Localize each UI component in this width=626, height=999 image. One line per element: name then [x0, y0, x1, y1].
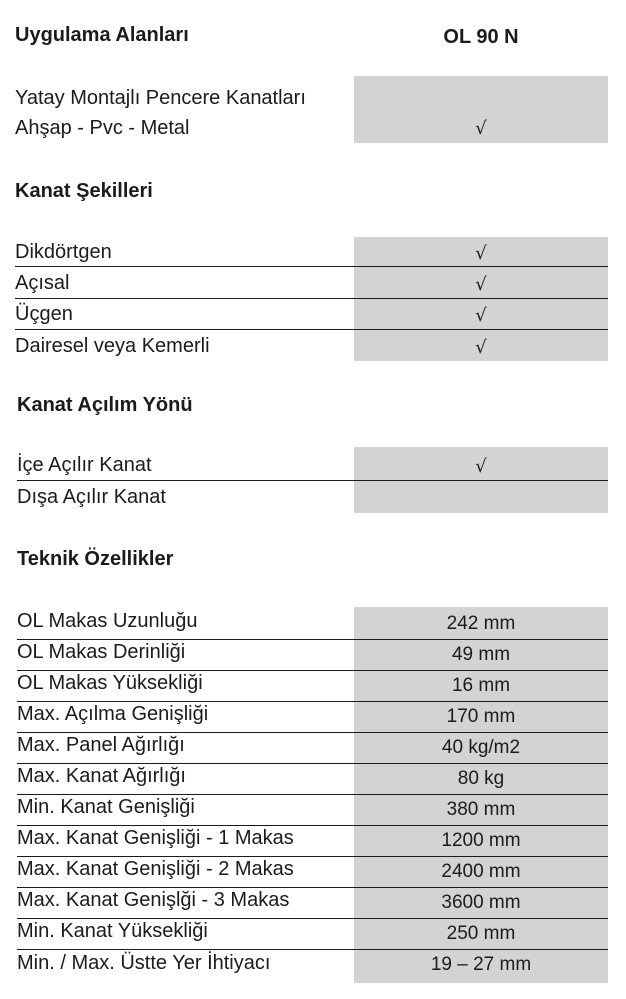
teknik-row-label: Min. Kanat Yüksekliği [17, 920, 208, 942]
teknik-row-label: Min. Kanat Genişliği [17, 796, 195, 818]
teknik-row-label: Max. Kanat Genişliği - 2 Makas [17, 858, 294, 880]
row-divider [17, 670, 608, 671]
teknik-row-value: 170 mm [446, 706, 516, 727]
teknik-row-label: Max. Panel Ağırlığı [17, 734, 185, 756]
acilim-row-label: İçe Açılır Kanat [17, 454, 152, 476]
teknik-row-value: 19 – 27 mm [430, 954, 532, 975]
sekil-row-label: Üçgen [15, 303, 73, 325]
teknik-row-value: 242 mm [446, 613, 516, 634]
section-title-uygulama: Uygulama Alanları [15, 24, 189, 46]
sekil-row-value: √ [475, 243, 487, 264]
teknik-row-value: 250 mm [446, 923, 516, 944]
row-divider [17, 949, 608, 950]
row-divider [17, 856, 608, 857]
teknik-row-value: 3600 mm [441, 892, 521, 913]
teknik-row-label: OL Makas Yüksekliği [17, 672, 203, 694]
row-divider [17, 732, 608, 733]
teknik-row-label: Min. / Max. Üstte Yer İhtiyacı [17, 952, 271, 974]
sekil-row-label: Açısal [15, 272, 70, 294]
acilim-row-value: √ [475, 456, 487, 477]
teknik-row-value: 380 mm [446, 799, 516, 820]
row-divider [15, 266, 608, 267]
sekil-row-label: Dikdörtgen [15, 241, 112, 263]
row-divider [17, 701, 608, 702]
teknik-row-value: 2400 mm [441, 861, 521, 882]
teknik-row-label: OL Makas Uzunluğu [17, 610, 198, 632]
row-divider [17, 825, 608, 826]
teknik-row-label: Max. Kanat Ağırlığı [17, 765, 186, 787]
row-divider [17, 763, 608, 764]
section-title-acilim: Kanat Açılım Yönü [17, 394, 193, 416]
uygulama-check: √ [475, 118, 487, 139]
row-divider [17, 639, 608, 640]
row-divider [17, 887, 608, 888]
row-divider [15, 329, 608, 330]
teknik-row-label: Max. Açılma Genişliği [17, 703, 209, 725]
sekil-row-value: √ [475, 274, 487, 295]
teknik-row-value: 16 mm [451, 675, 511, 696]
acilim-row-label: Dışa Açılır Kanat [17, 486, 166, 508]
section-title-sekil: Kanat Şekilleri [15, 180, 153, 202]
section-title-teknik: Teknik Özellikler [17, 548, 174, 570]
teknik-row-label: OL Makas Derinliği [17, 641, 186, 663]
uygulama-row-1: Yatay Montajlı Pencere Kanatları [15, 87, 306, 109]
sekil-row-label: Dairesel veya Kemerli [15, 335, 210, 357]
teknik-row-value: 49 mm [451, 644, 511, 665]
row-divider [15, 298, 608, 299]
teknik-row-value: 40 kg/m2 [441, 737, 521, 758]
teknik-row-label: Max. Kanat Genişlği - 3 Makas [17, 889, 290, 911]
row-divider [17, 794, 608, 795]
teknik-row-label: Max. Kanat Genişliği - 1 Makas [17, 827, 294, 849]
teknik-row-value: 1200 mm [441, 830, 521, 851]
model-name: OL 90 N [443, 26, 519, 48]
sekil-row-value: √ [475, 337, 487, 358]
row-divider [17, 918, 608, 919]
uygulama-row-2: Ahşap - Pvc - Metal [15, 117, 190, 139]
teknik-row-value: 80 kg [457, 768, 505, 789]
row-divider [17, 480, 608, 481]
sekil-row-value: √ [475, 305, 487, 326]
